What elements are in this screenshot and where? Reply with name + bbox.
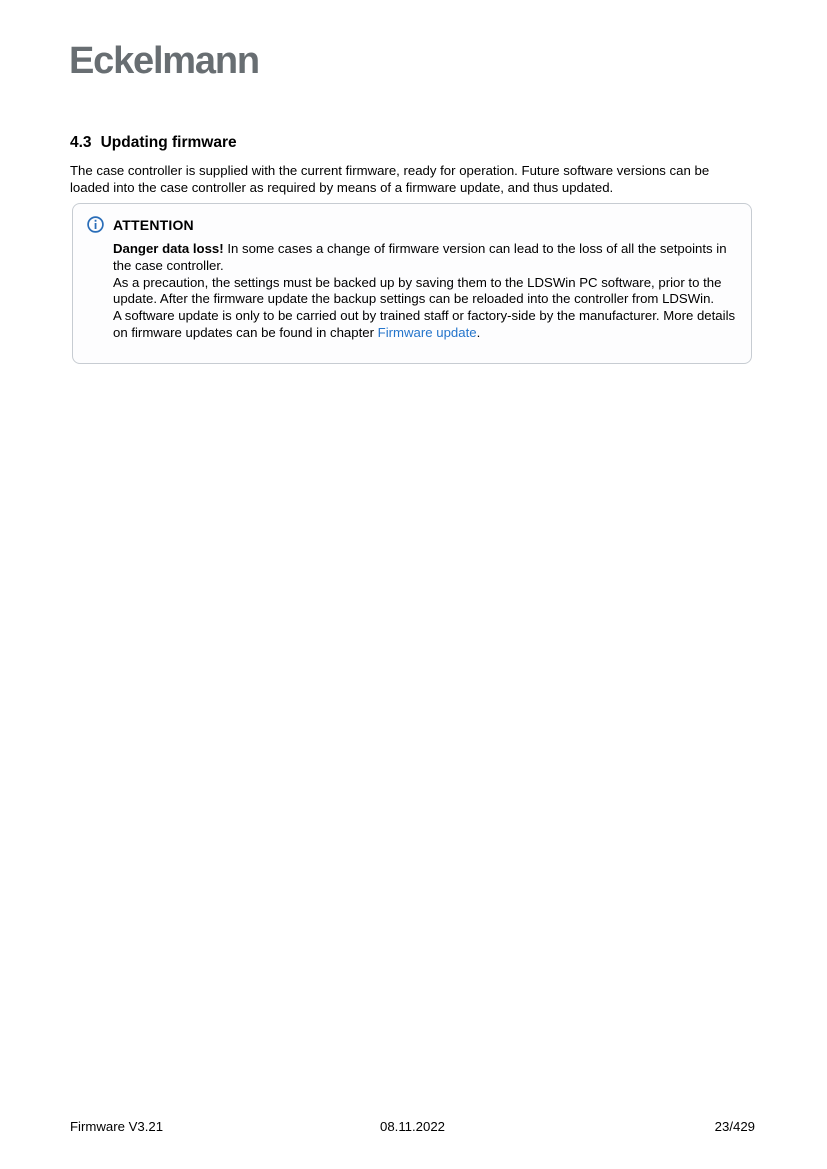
- danger-rest: In some cases a change of firmware version can lead to the loss of all the setpoints in the case controller.: [113, 241, 727, 273]
- attention-paragraph-danger: [113, 241, 743, 275]
- info-icon: [87, 216, 104, 233]
- page-footer: [70, 1119, 755, 1134]
- section-title: Updating firmware: [100, 134, 237, 151]
- attention-title: ATTENTION: [113, 216, 194, 233]
- footer-page-number: 23/429: [714, 1119, 755, 1134]
- firmware-update-link[interactable]: Firmware update: [377, 324, 477, 340]
- danger-lead: Danger data loss!: [113, 241, 224, 256]
- section-number: 4.3: [70, 134, 92, 151]
- attention-header: [87, 216, 194, 233]
- footer-version: Firmware V3.21: [70, 1119, 164, 1134]
- intro-paragraph: The case controller is supplied with the current firmware, ready for operation. Future software versions can be loaded into the case controller as required by means of a firmware update, and thus updated.: [70, 163, 710, 195]
- section-heading: [70, 134, 237, 153]
- eckelmann-logo: Eckelmann: [69, 40, 259, 82]
- attention-callout: [72, 203, 752, 364]
- attention-body: [113, 241, 743, 342]
- update-text: A software update is only to be carried out by trained staff or factory-side by the manufacturer. More details on firmware updates can be found in chapter: [113, 308, 736, 340]
- attention-paragraph-update: [113, 308, 743, 342]
- update-text-end: .: [476, 324, 481, 340]
- footer-date: 08.11.2022: [379, 1119, 446, 1134]
- attention-paragraph-precaution: As a precaution, the settings must be backed up by saving them to the LDSWin PC software, prior to the update. After the firmware update the backup settings can be reloaded into the controller from LDSWin.: [113, 274, 722, 307]
